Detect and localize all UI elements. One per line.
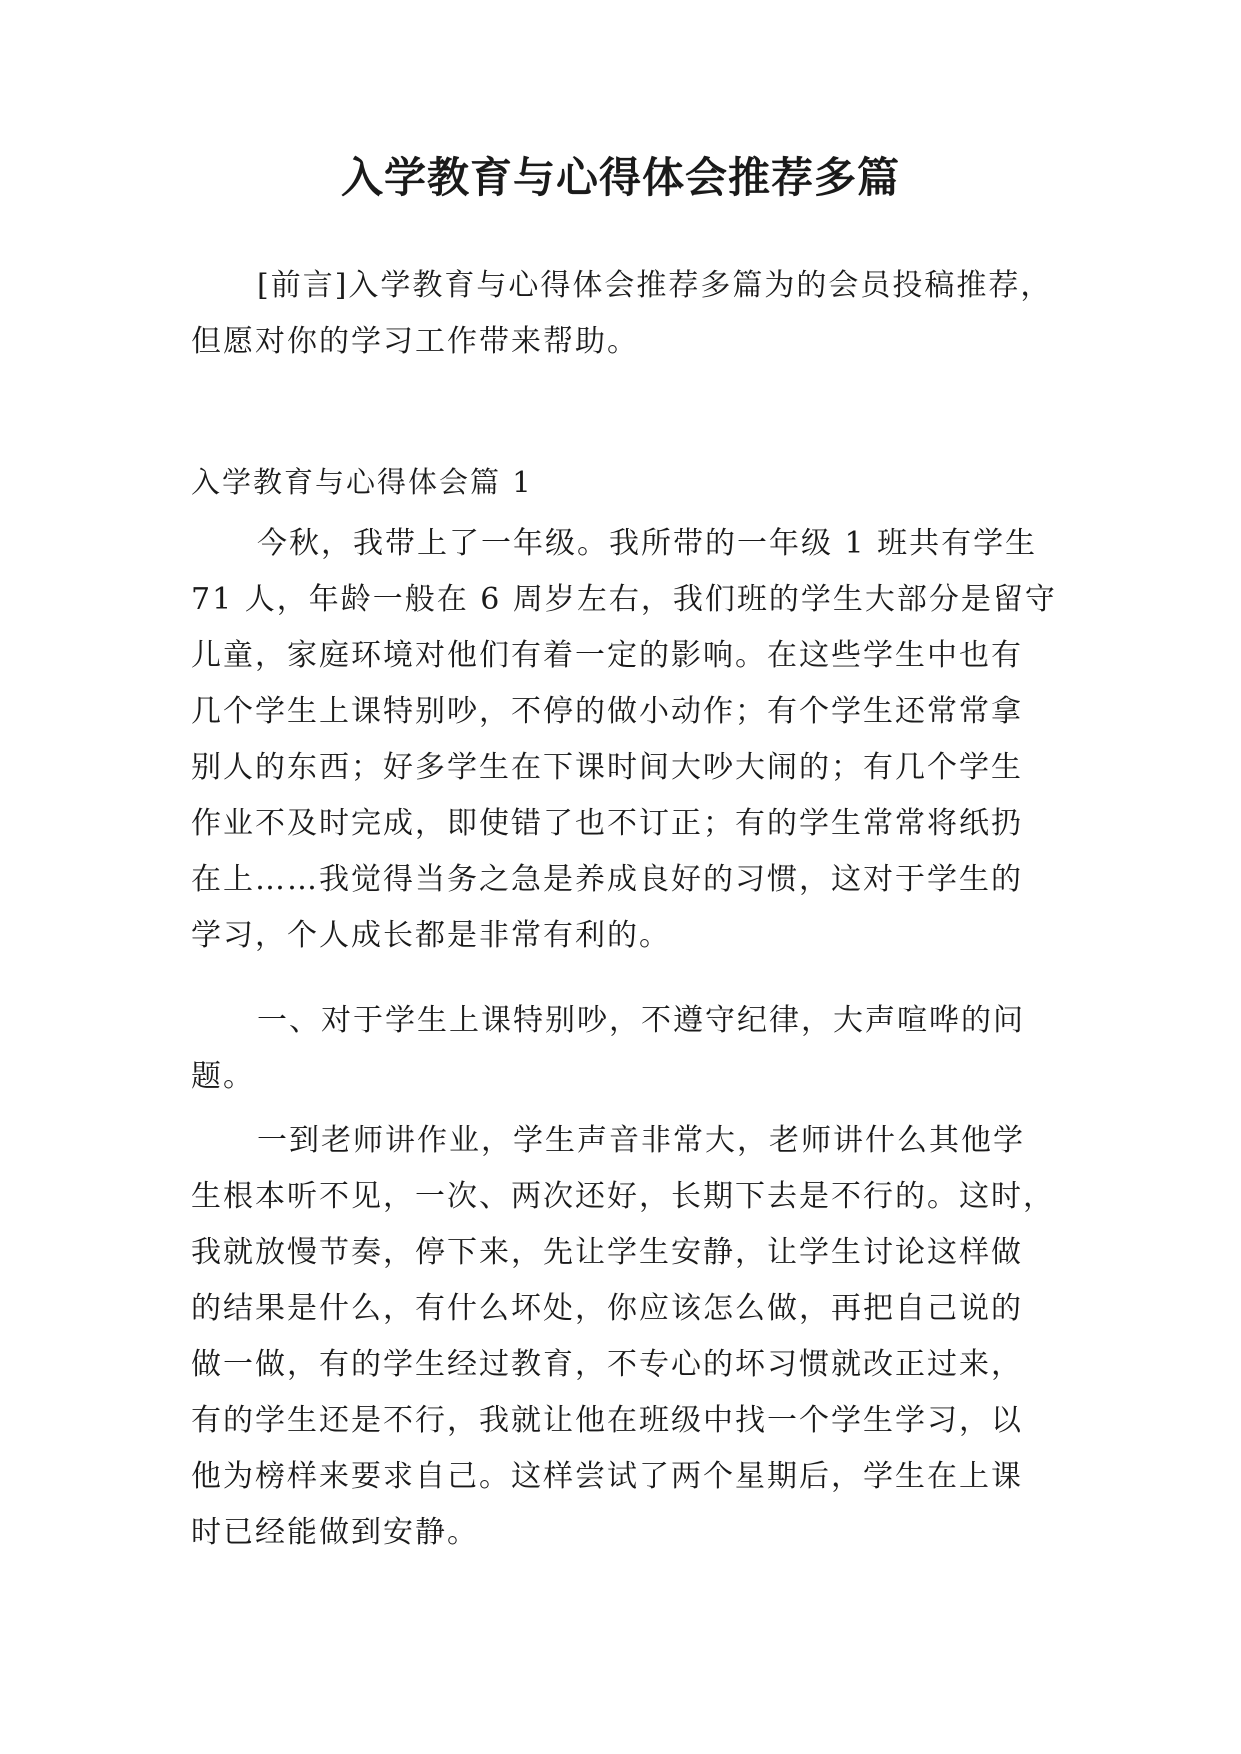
preface-line: 但愿对你的学习工作带来帮助。	[191, 324, 639, 359]
paragraph-line: 我就放慢节奏，停下来，先让学生安静，让学生讨论这样做	[191, 1235, 1023, 1270]
body-paragraph-3	[191, 1113, 1061, 1561]
section-heading: 入学教育与心得体会篇 1	[191, 465, 533, 499]
paragraph-line: 题。	[191, 1059, 255, 1094]
paragraph-line: 今秋，我带上了一年级。我所带的一年级 1 班共有学生	[257, 526, 1038, 561]
paragraph-line: 生根本听不见，一次、两次还好，长期下去是不行的。这时，	[191, 1179, 1055, 1214]
paragraph-line: 一、对于学生上课特别吵，不遵守纪律，大声喧哗的问	[257, 1003, 1025, 1038]
paragraph-line: 他为榜样来要求自己。这样尝试了两个星期后，学生在上课	[191, 1459, 1023, 1494]
preface-paragraph	[191, 258, 1061, 370]
paragraph-line: 儿童，家庭环境对他们有着一定的影响。在这些学生中也有	[191, 638, 1023, 673]
paragraph-line: 做一做，有的学生经过教育，不专心的坏习惯就改正过来，	[191, 1347, 1023, 1382]
body-paragraph-2	[191, 993, 1061, 1105]
paragraph-line: 学习，个人成长都是非常有利的。	[191, 918, 671, 953]
paragraph-line: 有的学生还是不行，我就让他在班级中找一个学生学习，以	[191, 1403, 1023, 1438]
paragraph-line: 71 人，年龄一般在 6 周岁左右，我们班的学生大部分是留守	[191, 582, 1057, 617]
paragraph-line: 在上……我觉得当务之急是养成良好的习惯，这对于学生的	[191, 862, 1023, 897]
paragraph-line: 作业不及时完成，即使错了也不订正；有的学生常常将纸扔	[191, 806, 1023, 841]
paragraph-line: 时已经能做到安静。	[191, 1515, 479, 1550]
paragraph-line: 的结果是什么，有什么坏处，你应该怎么做，再把自己说的	[191, 1291, 1023, 1326]
paragraph-line: 几个学生上课特别吵，不停的做小动作；有个学生还常常拿	[191, 694, 1023, 729]
body-paragraph-1	[191, 516, 1061, 964]
paragraph-line: 别人的东西；好多学生在下课时间大吵大闹的；有几个学生	[191, 750, 1023, 785]
preface-line: [前言]入学教育与心得体会推荐多篇为的会员投稿推荐，	[257, 268, 1053, 303]
paragraph-line: 一到老师讲作业，学生声音非常大，老师讲什么其他学	[257, 1123, 1025, 1158]
document-title: 入学教育与心得体会推荐多篇	[340, 153, 900, 202]
